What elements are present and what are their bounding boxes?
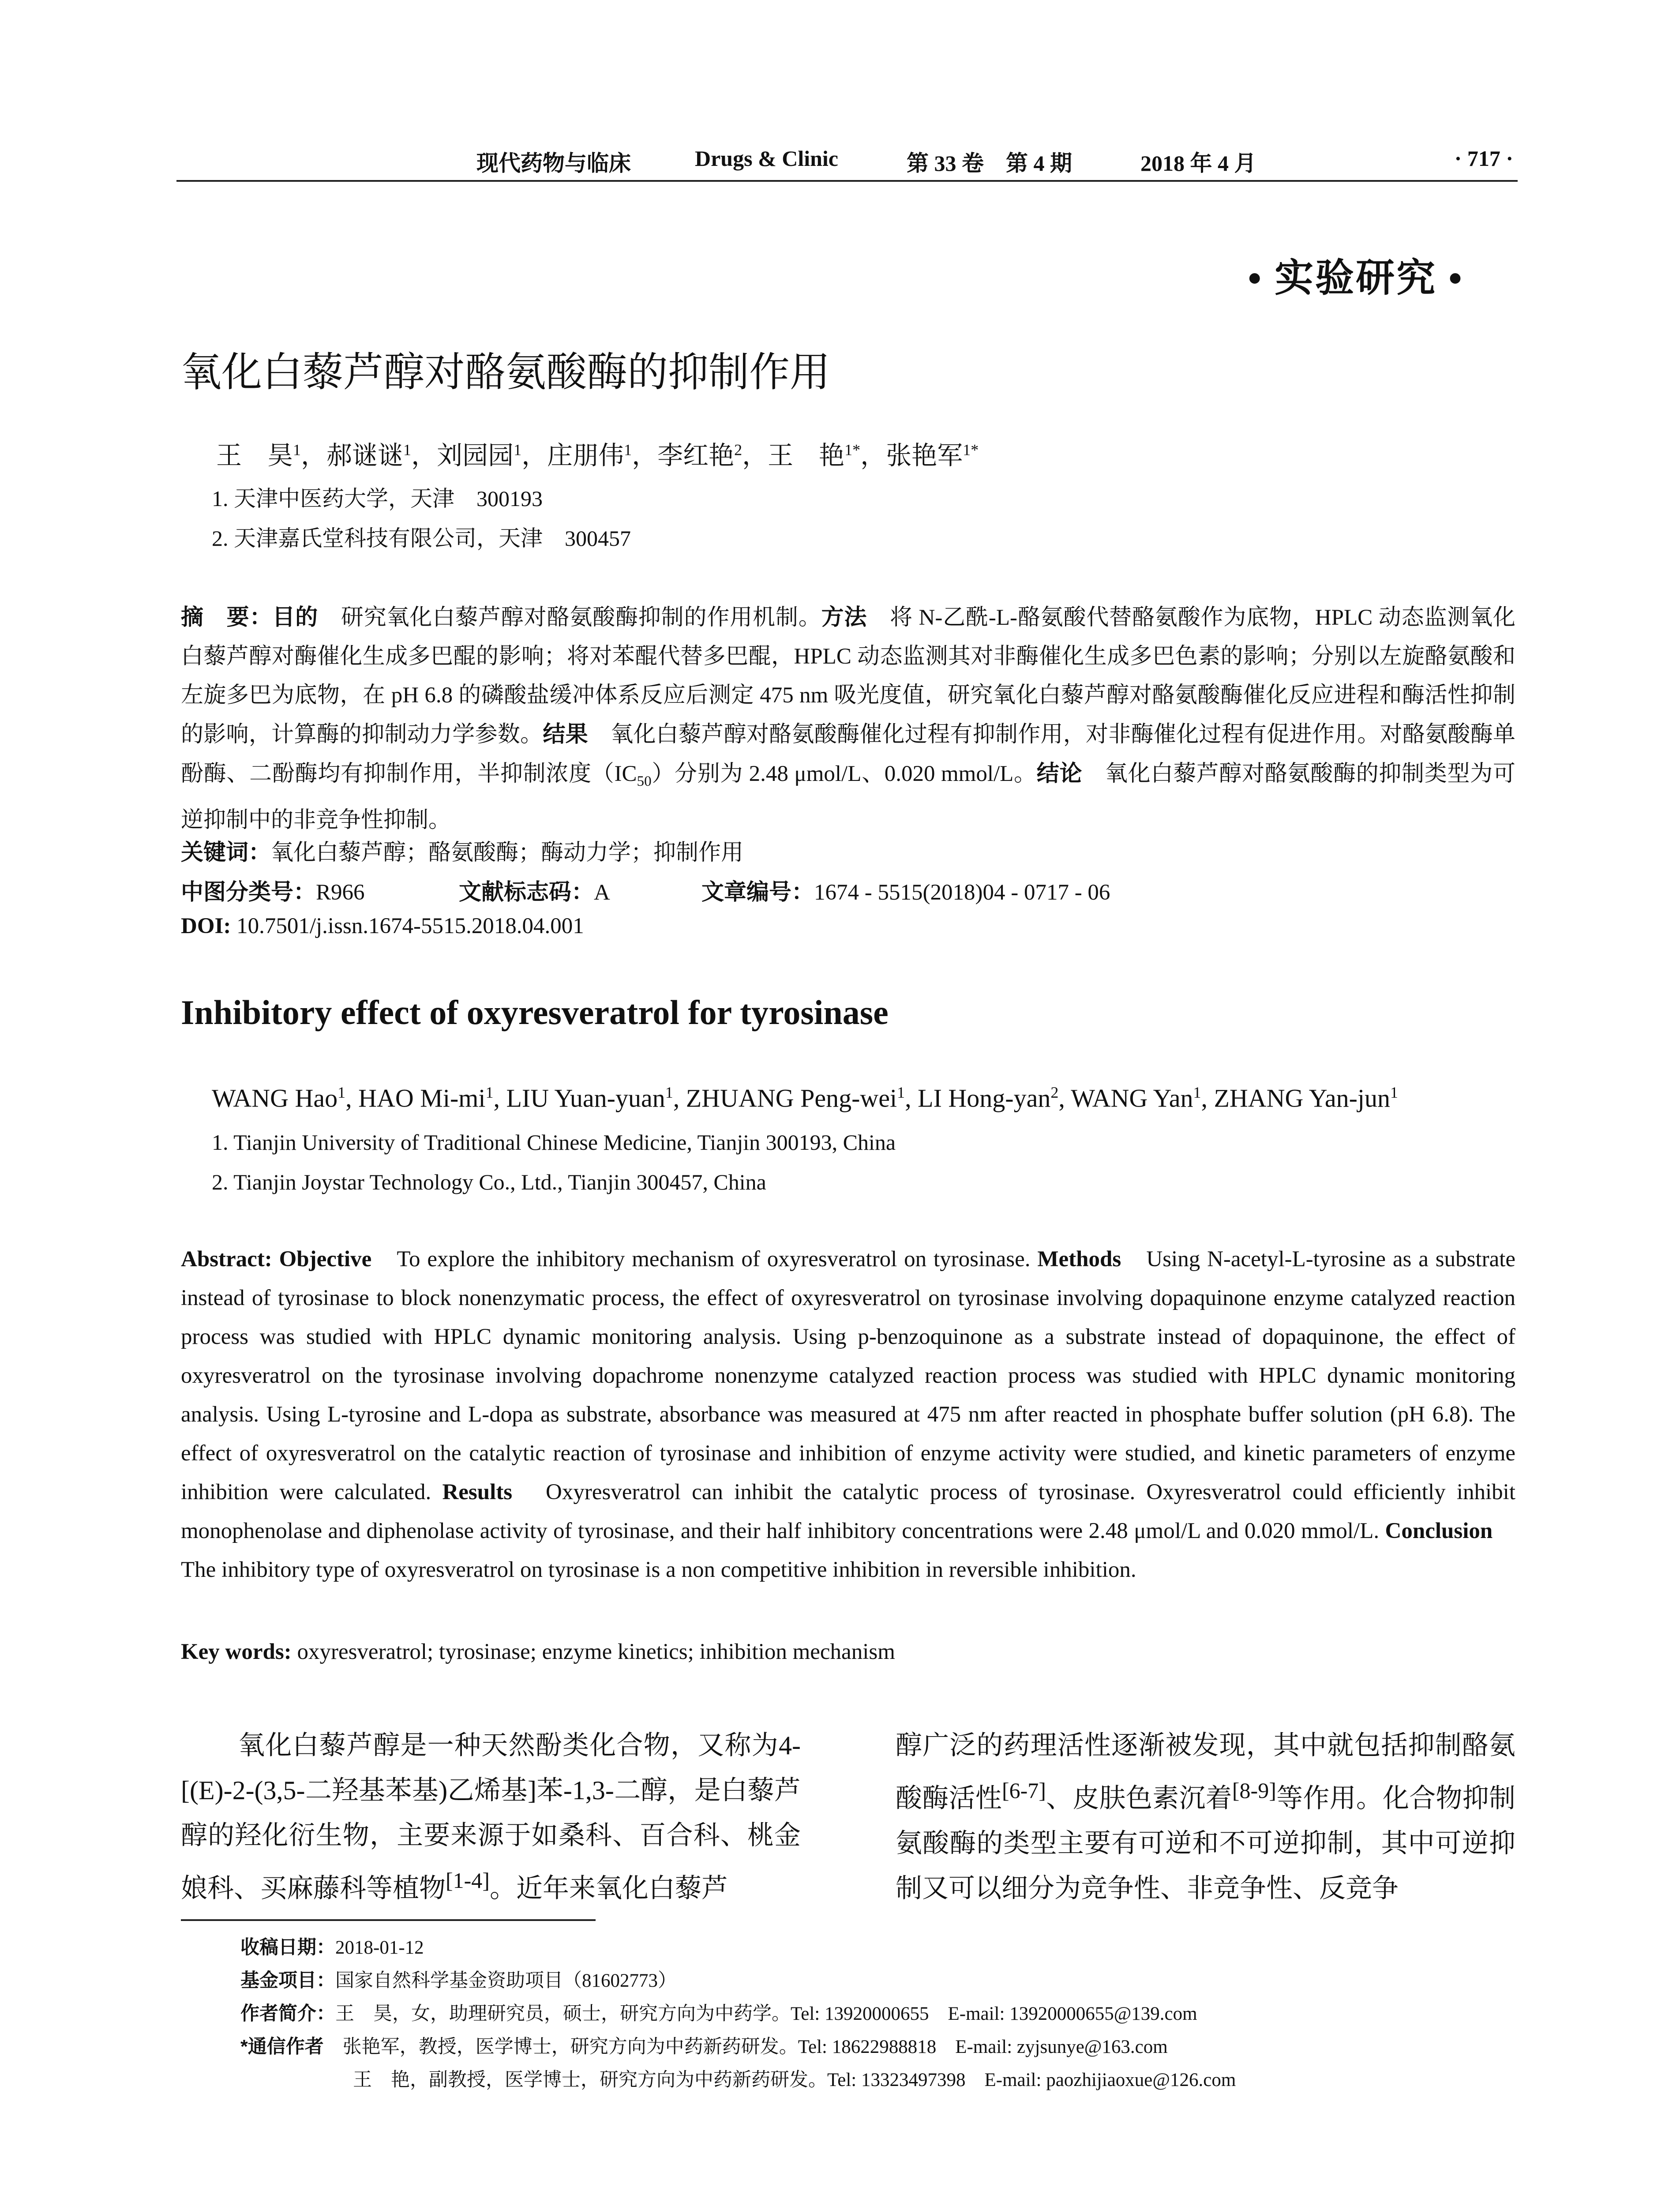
methods-label-cn: 方法 [821, 604, 867, 630]
clc-value: R966 [316, 880, 365, 905]
conclusion-label-en: Conclusion [1385, 1519, 1493, 1543]
author-en-separator: , [1201, 1084, 1214, 1113]
page-number: · 717 · [1454, 146, 1513, 171]
author-cn-affiliation-mark: 2 [734, 441, 742, 459]
author-en-separator: , [493, 1084, 506, 1113]
author-en-separator: , [1058, 1084, 1071, 1113]
issue-date: 2018 年 4 月 [1140, 151, 1256, 176]
journal-name-en: Drugs & Clinic [695, 146, 838, 171]
fund-label: 基金项目： [240, 1970, 335, 1991]
affiliation-cn-2: 2. 天津嘉氏堂科技有限公司，天津 300457 [212, 526, 631, 551]
article-number-row [701, 874, 1110, 906]
methods-label-en: Methods [1037, 1247, 1121, 1272]
author-en-affiliation-mark: 1 [897, 1084, 905, 1101]
methods-cn: 将 N-乙酰-L-酪氨酸代替酪氨酸作为底物，HPLC 动态监测氧化白藜芦醇对酶催化生成多巴醌的影响；将对苯醌代替多巴醌，HPLC 动态监测其对非酶催化生成多巴色素的影响；分别以左旋酪氨酸和左旋多巴为底物，在 pH 6.8 的磷酸盐缓冲体系反应后测定 475 nm 吸光度值，研究氧化白藜芦醇对酪氨酸酶催化反应进程和酶活性抑制的影响，计算酶的抑制动力学参数。 [181, 605, 1515, 747]
affiliation-cn-1: 1. 天津中医药大学，天津 300193 [212, 486, 543, 511]
author-cn-affiliation-mark: 1 [514, 441, 522, 459]
affiliation-en-1: 1. Tianjin University of Traditional Chinese Medicine, Tianjin 300193, China [212, 1130, 896, 1155]
affiliation-en-2: 2. Tianjin Joystar Technology Co., Ltd., Tianjin 300457, China [212, 1170, 766, 1194]
clc-label: 中图分类号： [181, 879, 316, 904]
author-cn-name: 刘园园 [437, 441, 514, 470]
corresponding-label: *通信作者 [240, 2036, 324, 2057]
author-en-name: HAO Mi-mi [358, 1084, 486, 1113]
fund-value: 国家自然科学基金资助项目（81602773） [335, 1970, 677, 1991]
author-bio: 王 昊，女，助理研究员，硕士，研究方向为中药学。Tel: 13920000655 E-mail: 13920000655@139.com [335, 2003, 1197, 2024]
author-cn-name: 郝谜谜 [326, 441, 404, 470]
author-en-name: WANG Hao [212, 1084, 338, 1113]
abstract-label-en: Abstract: [181, 1247, 272, 1272]
body-text-right-3: 等作用。化合物抑制氨酸酶的类型主要有可逆和不可逆抑制，其中可逆抑制又可以细分为竞争性、非竞争性、反竞争 [896, 1784, 1516, 1903]
author-en-separator: , [345, 1084, 359, 1113]
author-en-separator: , [905, 1084, 918, 1113]
author-cn-separator: ， [411, 441, 437, 470]
footnote-received [240, 1932, 424, 1959]
author-en-name: ZHANG Yan-jun [1214, 1084, 1391, 1113]
journal-name-cn: 现代药物与临床 [476, 151, 631, 176]
citation-8-9: [8-9] [1232, 1778, 1276, 1803]
author-cn-affiliation-mark: 1* [844, 441, 861, 459]
objective-cn: 研究氧化白藜芦醇对酪氨酸酶抑制的作用机制。 [318, 605, 821, 630]
corresponding-author-2: 王 艳，副教授，医学博士，研究方向为中药新药研发。Tel: 13323497398 E-mail: paozhijiaoxue@126.com [353, 2070, 1236, 2090]
received-label: 收稿日期： [240, 1937, 335, 1958]
section-label: • 实验研究 • [1248, 257, 1464, 300]
results-label-en: Results [442, 1480, 513, 1504]
doi-value: 10.7501/j.issn.1674-5515.2018.04.001 [231, 914, 584, 938]
footnote-fund [240, 1966, 677, 1992]
abstract-cn [181, 598, 1515, 840]
doi-row [181, 913, 584, 939]
author-cn-separator: ， [860, 441, 886, 470]
footnote-author [240, 1999, 1197, 2026]
author-en-affiliation-mark: 1 [1193, 1084, 1201, 1101]
classification-row [181, 874, 365, 906]
author-cn-affiliation-mark: 1 [293, 441, 301, 459]
author-cn-separator: ， [521, 441, 548, 470]
author-en-name: LI Hong-yan [918, 1084, 1051, 1113]
author-en-affiliation-mark: 1 [665, 1084, 673, 1101]
article-number-label: 文章编号： [701, 879, 814, 904]
keywords-value-en: oxyresveratrol; tyrosinase; enzyme kinetics; inhibition mechanism [291, 1639, 895, 1664]
author-cn-affiliation-mark: 1* [963, 441, 979, 459]
author-cn-separator: ， [301, 441, 327, 470]
author-en-affiliation-mark: 1 [338, 1084, 346, 1101]
title-en: Inhibitory effect of oxyresveratrol for tyrosinase [181, 993, 889, 1032]
title-cn: 氧化白藜芦醇对酪氨酸酶的抑制作用 [181, 350, 831, 395]
corresponding-author-1: 张艳军，教授，医学博士，研究方向为中药新药研发。Tel: 18622988818 E-mail: zyjsunye@163.com [323, 2037, 1168, 2057]
citation-1-4: [1-4] [446, 1868, 490, 1893]
author-list-en [212, 1083, 1398, 1113]
citation-6-7: [6-7] [1001, 1778, 1046, 1803]
author-en-affiliation-mark: 1 [485, 1084, 494, 1101]
keywords-cn [181, 834, 743, 867]
body-text-left-2: 。近年来氧化白藜芦 [489, 1874, 728, 1903]
article-number-value: 1674 - 5515(2018)04 - 0717 - 06 [814, 880, 1110, 905]
author-en-affiliation-mark: 1 [1390, 1084, 1399, 1101]
volume-issue: 第 33 卷 第 4 期 [907, 151, 1072, 176]
objective-label-cn: 目的 [272, 604, 319, 630]
keywords-label-en: Key words: [181, 1639, 292, 1664]
body-column-right [896, 1723, 1515, 1911]
author-cn-affiliation-mark: 1 [624, 441, 632, 459]
doc-code-row [459, 874, 610, 906]
author-cn-name: 张艳军 [886, 441, 963, 470]
author-cn-name: 李红艳 [657, 441, 735, 470]
author-cn-affiliation-mark: 1 [403, 441, 412, 459]
body-column-left [181, 1723, 801, 1911]
running-header [176, 146, 1518, 182]
author-list-cn [216, 435, 979, 472]
author-en-name: ZHUANG Peng-wei [686, 1084, 897, 1113]
author-en-separator: , [673, 1084, 686, 1113]
ic50-subscript: 50 [637, 773, 652, 790]
footnote-corresponding [240, 2032, 1168, 2059]
conclusion-cn: 氧化白藜芦醇对酪氨酸酶的抑制类型为可逆抑制中的非竞争性抑制。 [181, 762, 1515, 833]
results-en: Oxyresveratrol can inhibit the catalytic process of tyrosinase. Oxyresveratrol could efficiently inhibit monophenolase and diphenolase activity of tyrosinase, and their half inhibitory concentrations were 2.48 μmol/L and 0.020 mmol/L. [181, 1480, 1515, 1543]
footnote-divider [181, 1919, 596, 1921]
keywords-label-cn: 关键词： [181, 840, 271, 865]
objective-en: To explore the inhibitory mechanism of oxyresveratrol on tyrosinase. [371, 1247, 1031, 1272]
received-date: 2018-01-12 [335, 1937, 424, 1958]
footnote-corresponding-2 [353, 2065, 1236, 2092]
body-text-left: 氧化白藜芦醇是一种天然酚类化合物，又称为4-[(E)-2-(3,5-二羟基苯基)乙烯基]苯-1,3-二醇，是白藜芦醇的羟化衍生物，主要来源于如桑科、百合科、桃金娘科、买麻藤科等植物 [181, 1731, 801, 1903]
results-label-cn: 结果 [543, 721, 588, 747]
doc-code-value: A [594, 880, 610, 905]
results-cn: 氧化白藜芦醇对酪氨酸酶催化过程有抑制作用，对非酶催化过程有促进作用。对酪氨酸酶单酚酶、二酚酶均有抑制作用，半抑制浓度（IC [181, 722, 1515, 786]
results-cn-2: ）分别为 2.48 μmol/L、0.020 mmol/L。 [651, 762, 1037, 786]
conclusion-en: The inhibitory type of oxyresveratrol on tyrosinase is a non competitive inhibition in reversible inhibition. [181, 1519, 1515, 1582]
keywords-en [181, 1639, 895, 1665]
author-cn-separator: ， [632, 441, 658, 470]
author-en-name: WANG Yan [1071, 1084, 1193, 1113]
body-text-right: 醇广泛的药理活性逐渐被发现，其中就包括抑制酪氨酸酶活性 [896, 1731, 1515, 1813]
methods-en: Using N-acetyl-L-tyrosine as a substrate instead of tyrosinase to block nonenzymatic process, the effect of oxyresveratrol on tyrosinase involving dopaquinone enzyme catalyzed reaction process was studied with HPLC dynamic monitoring analysis. Using p-benzoquinone as a substrate instead of dopaquinone, the effect of oxyresveratrol on the tyrosinase involving dopachrome nonenzyme catalyzed reaction process was studied with HPLC dynamic monitoring analysis. Using L-tyrosine and L-dopa as substrate, absorbance was measured at 475 nm after reacted in phosphate buffer solution (pH 6.8). The effect of oxyresveratrol on the catalytic reaction of tyrosinase and inhibition of enzyme activity were studied, and kinetic parameters of enzyme inhibition were calculated. [181, 1247, 1516, 1504]
author-en-affiliation-mark: 2 [1050, 1084, 1059, 1101]
objective-label-en: Objective [279, 1247, 372, 1272]
doc-code-label: 文献标志码： [459, 879, 594, 904]
conclusion-label-cn: 结论 [1036, 761, 1083, 786]
abstract-label-cn: 摘 要： [181, 604, 273, 630]
body-text-right-2: 、皮肤色素沉着 [1046, 1784, 1232, 1813]
abstract-en [181, 1240, 1515, 1589]
author-cn-name: 王 昊 [216, 441, 293, 470]
keywords-value-cn: 氧化白藜芦醇；酪氨酸酶；酶动力学；抑制作用 [271, 840, 744, 865]
author-cn-name: 王 艳 [768, 441, 845, 470]
author-bio-label: 作者简介： [240, 2003, 335, 2024]
author-cn-name: 庄朋伟 [547, 441, 624, 470]
doi-label: DOI: [181, 914, 231, 938]
author-en-name: LIU Yuan-yuan [506, 1084, 665, 1113]
author-cn-separator: ， [742, 441, 768, 470]
